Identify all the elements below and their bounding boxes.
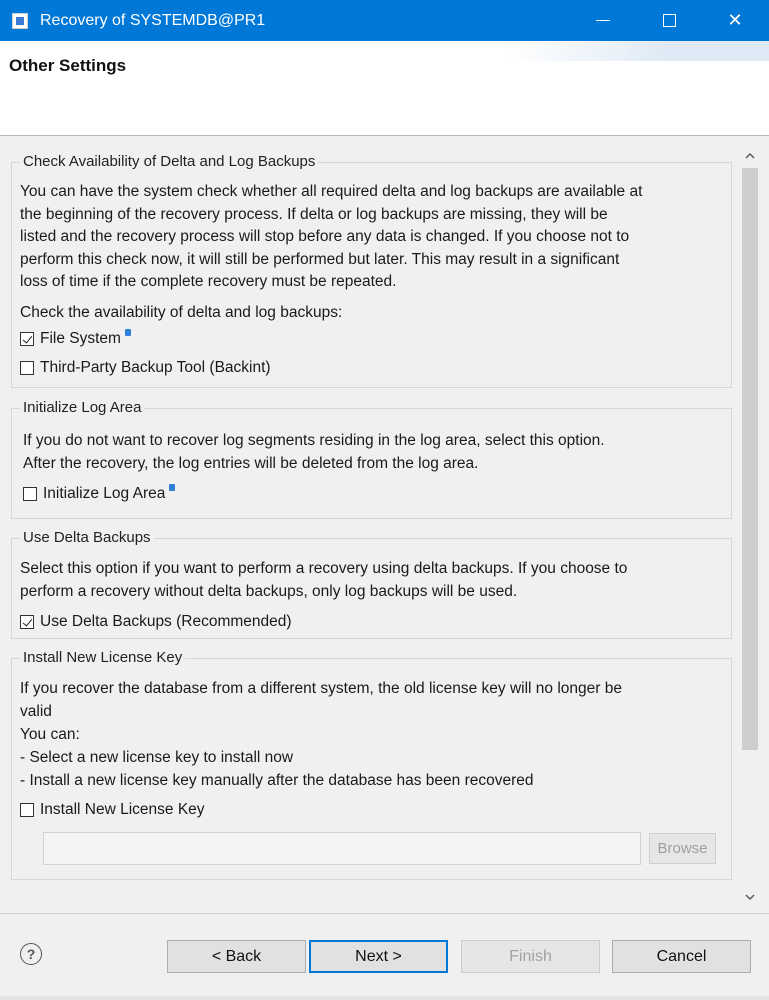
description-line: - Install a new license key manually after the database has been recovered [20,772,534,789]
backint-checkbox[interactable] [20,361,34,375]
scroll-up-button[interactable] [738,144,762,166]
maximize-icon [663,14,676,27]
cancel-button[interactable] [612,940,751,973]
description-line: perform this check now, it will still be performed but later. This may result in a significant [20,250,620,268]
group-title: Initialize Log Area [20,399,144,416]
back-button[interactable] [167,940,306,973]
use-delta-checkbox[interactable] [20,615,34,629]
initialize-log-group [11,399,732,519]
finish-label: Finish [509,947,552,965]
checkbox-label: Install New License Key [40,801,205,818]
description-line: perform a recovery without delta backups, only log backups will be used. [20,583,518,600]
description-line: After the recovery, the log entries will be deleted from the log area. [23,455,479,472]
checkbox-label: Use Delta Backups (Recommended) [40,613,292,630]
chevron-up-icon [745,152,755,159]
check-availability-group [11,153,732,388]
group-title: Check Availability of Delta and Log Backups [20,153,318,170]
back-label: < Back [211,947,262,965]
description-line: If you do not want to recover log segments residing in the log area, select this option. [23,432,605,449]
finish-button[interactable] [461,940,600,973]
description-line: valid [20,703,52,720]
info-icon[interactable] [125,329,131,336]
scroll-thumb[interactable] [742,168,758,750]
close-icon: ✕ [727,10,743,30]
initialize-log-checkbox[interactable] [23,487,37,501]
description-line: - Select a new license key to install now [20,749,294,766]
checkbox-label: File System [40,330,121,347]
chevron-down-icon [745,894,755,901]
help-icon[interactable]: ? [20,943,42,965]
minimize-icon [596,20,610,21]
info-icon[interactable] [169,484,175,491]
page-title: Other Settings [9,56,127,75]
browse-button[interactable]: Browse [649,833,716,864]
window-title: Recovery of SYSTEMDB@PR1 [40,11,266,29]
description-line: the beginning of the recovery process. If delta or log backups are missing, they will be [20,205,608,223]
app-icon [12,13,28,29]
description-line: You can: [20,726,80,743]
next-button[interactable] [309,940,448,973]
vertical-scrollbar[interactable] [738,144,762,908]
license-key-path-field[interactable] [43,832,641,865]
description-line: If you recover the database from a different system, the old license key will no longer be [20,680,622,697]
wizard-header [0,41,769,136]
description-line: loss of time if the complete recovery must be repeated. [20,273,397,290]
next-label: Next > [355,947,402,965]
scroll-down-button[interactable] [738,886,762,908]
use-delta-option[interactable] [20,613,292,631]
file-system-checkbox[interactable] [20,332,34,346]
description-line: listed and the recovery process will stop before any data is changed. If you choose not to [20,228,630,245]
install-license-checkbox[interactable] [20,803,34,817]
group-title: Install New License Key [20,649,185,666]
cancel-label: Cancel [656,947,707,965]
group-title: Use Delta Backups [20,529,154,546]
close-button[interactable] [702,0,768,41]
maximize-button[interactable] [636,0,702,41]
file-system-option[interactable] [20,330,131,348]
install-license-option[interactable] [20,801,205,819]
bottom-edge [0,996,769,1000]
delta-backups-group [11,529,732,639]
minimize-button[interactable] [570,0,636,41]
title-bar [0,0,769,41]
header-decoration [509,41,769,61]
checkbox-label: Initialize Log Area [43,485,166,502]
initialize-log-option[interactable] [23,485,175,503]
description-line: You can have the system check whether all required delta and log backups are available at [20,183,643,200]
settings-content [0,136,769,913]
checkbox-label: Third-Party Backup Tool (Backint) [40,359,271,376]
backint-option[interactable] [20,359,271,377]
description-line: Select this option if you want to perform a recovery using delta backups. If you choose to [20,560,628,577]
wizard-footer [0,913,769,1000]
availability-prompt: Check the availability of delta and log backups: [20,304,343,321]
